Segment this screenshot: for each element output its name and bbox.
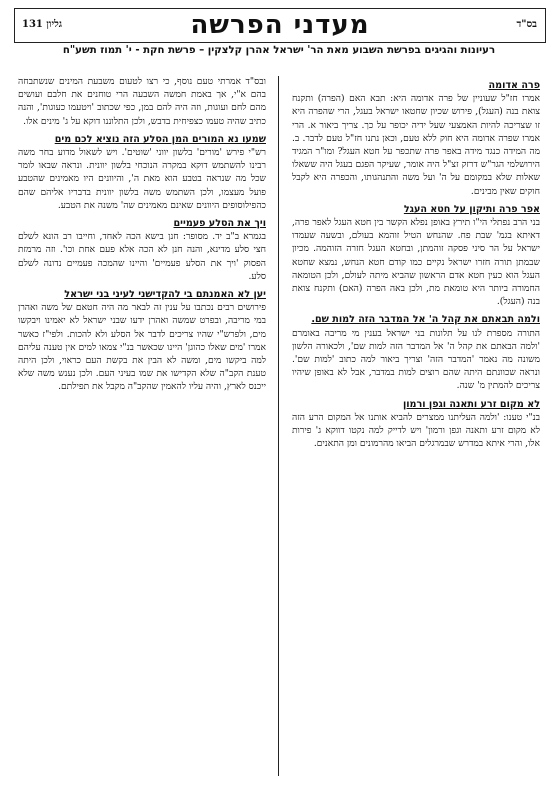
subtitle: רעיונות והגיגים בפרשת השבוע מאת הר' ישראל אהרן קלצקין – פרשת חקת - י' תמוז תשע"ח [62,45,496,56]
issue-number: גליון 131 [22,19,63,30]
section-text: ובס"ד אמרתי טעם נוסף, כי רצו לטעום משבעת המינים שנשתבחה בהם א"י, אך באמת חמשה השבעה הרי טוחנים את חלבם ועושים מהם לחם ועוגות, וזה היה להם במן, כפי שכתוב 'ויטעמו כעוגות', והנה כתיב שהיה טעמו כצפיחית בדבש, ולכן התלוננו דוקא על ג' מינים אלו. [18,77,266,127]
section-text: בני הרב נפתלי הי"ו תירץ באופן נפלא הקשר בין חטא העגל לאפר פרה, דאיתא בגמ' שבת פח. שהנחש הטיל זוהמא בעולם, ובשעה שעמדו ישראל על הר סיני פסקה זוהמתן, ובחטא העגל חזרה הזוהמה. מכיון שבמתן תורה חזרו ישראל נקיים כמו קודם חטא הנחש, נמצא שחטא העגל הוא כעין חטא אדם הראשון שהביא מיתה לעולם, ולכן הטומאה החמורה ביותר היא טומאת מת, ולכן באה הפרה (האם) ותקנח צואת בנה (העגל). [292,218,540,308]
column-divider [278,76,279,776]
section-heading: אפר פרה ותיקון על חטא העגל [403,203,540,215]
newsletter-title: מעדני הפרשה [190,10,370,40]
masthead [14,8,546,43]
section-heading: ויך את הסלע פעמיים [173,218,266,230]
section-heading: ולמה תבאתם את קהל ה' אל המדבר הזה למות שם. [311,314,540,326]
left-column [18,76,266,776]
section-heading: יען לא האמנתם בי להקדישני לעיני בני ישראל [64,289,266,301]
section-text: פירושים רבים נכתבו על ענין זה לבאר מה היה חטאם של משה ואהרן במי מריבה, ובפרט שמשה ואהרן ידעו שבני ישראל לא יאמינו ויבקשו מים, ולפרש"י שהיו צריכים לדבר אל הסלע ולא להכות. ולפי"ז כאשר אמרו 'מים שאלו כהוגן' היינו שכאשר בנ"י צמאו למים אין טענה עליהם למה ביקשו מים, ומשה לא הבין את בקשת העם כראוי, ולכן היתה טענת הקב"ה שלא הקדישו את שמו בעיני העם. ולכן נענש משה שלא ייכנס לארץ, והיה עליו להאמין שהקב"ה מקבל את תפילתם. [18,303,266,393]
article-columns [18,76,540,776]
section-heading: שמעו נא המורים המן הסלע הזה נוציא לכם מים [54,133,266,145]
section-text: בנ"י טענו: 'ולמה העליתנו ממצרים להביא אותנו אל המקום הרע הזה לא מקום זרע ותאנה וגפן ורמון' ויש לדייק למה נקטו דווקא ג' פירות אלו, והרי איתא במדרש שבמרגלים הביאו מהרמונים ומן התאנים. [292,412,540,450]
bsd-mark: בס"ד [516,19,537,30]
section-text: רש"י פירש 'מורים' בלשון יווני 'שוטים'. ויש לשאול מדוע בחר משה רבינו להשתמש דוקא במקרה הנוכחי בלשון יוונית. ונראה שבאו לומר שכל מה שנראה בטבע הוא מאת ה', והיוונים היו מאמינים שהטבע פועל מעצמו, ולכן השתמש משה בלשון יוונית בדבריו אליהם שהם כהפילוסופים היוונים שאינם מאמינים שה' משנה את הטבע. [18,148,266,211]
section-heading: פרה אדומה [488,80,540,91]
right-column [292,76,540,776]
section-text: התורה מספרת לנו על תלונות בני ישראל בענין מי מריבה באומרם 'ולמה הבאתם את קהל ה' אל המדבר הזה למות שם', ולכאורה הלשון משונה מה נאמר 'המדבר הזה' וצריך ביאור למה כתוב 'למות שם'. ונראה שכוונתם היתה שהם רוצים למות במדבר, אבל לא באופן שיהיו צריכים להמתין מ' שנה. [292,328,540,392]
section-text: אמרו חז"ל שעוניין של פרה אדומה היא: תבא האם (הפרה) ותקנח צואת בנה (העגל), פירוש שכיון שחטאו ישראל בעגל, הרי שהפרה היא זו שצריכה להיות האמצעי שעל ידיה יכופר על כך. צריך ביאור א. הרי אמרו שפרה אדומה היא חוק ללא טעם, וכאן נתנו חז"ל טעם לדבר. ב. מה המידה כנגד מידה באפר פרה שתכפר על חטא העגל? ומו"ר המגיד הירושלמי הגר"ש דרזק זצ"ל היה אומר, שעיקר הפגם בעגל היה ששאלו שאלות שלא במקומם על ה' ועל משה והתנהגותו, והכפרה היא לקבל חוקים שאין מבינים. [292,94,540,197]
section-heading: לא מקום זרע ותאנה וגפן ורמון [402,398,540,410]
section-text: בגמרא ב"ב יד. מסופר: חנן בישא הכה לאחד, וחייבו רב הונא לשלם חצי סלע מדינא, והנה חנן לא הכה אלא פעם אחת וכו'. וזה מרמזת הפסוק 'ויך את הסלע פעמיים' והיינו שהמכה פעמיים נדונה לשלם סלע. [18,232,266,282]
